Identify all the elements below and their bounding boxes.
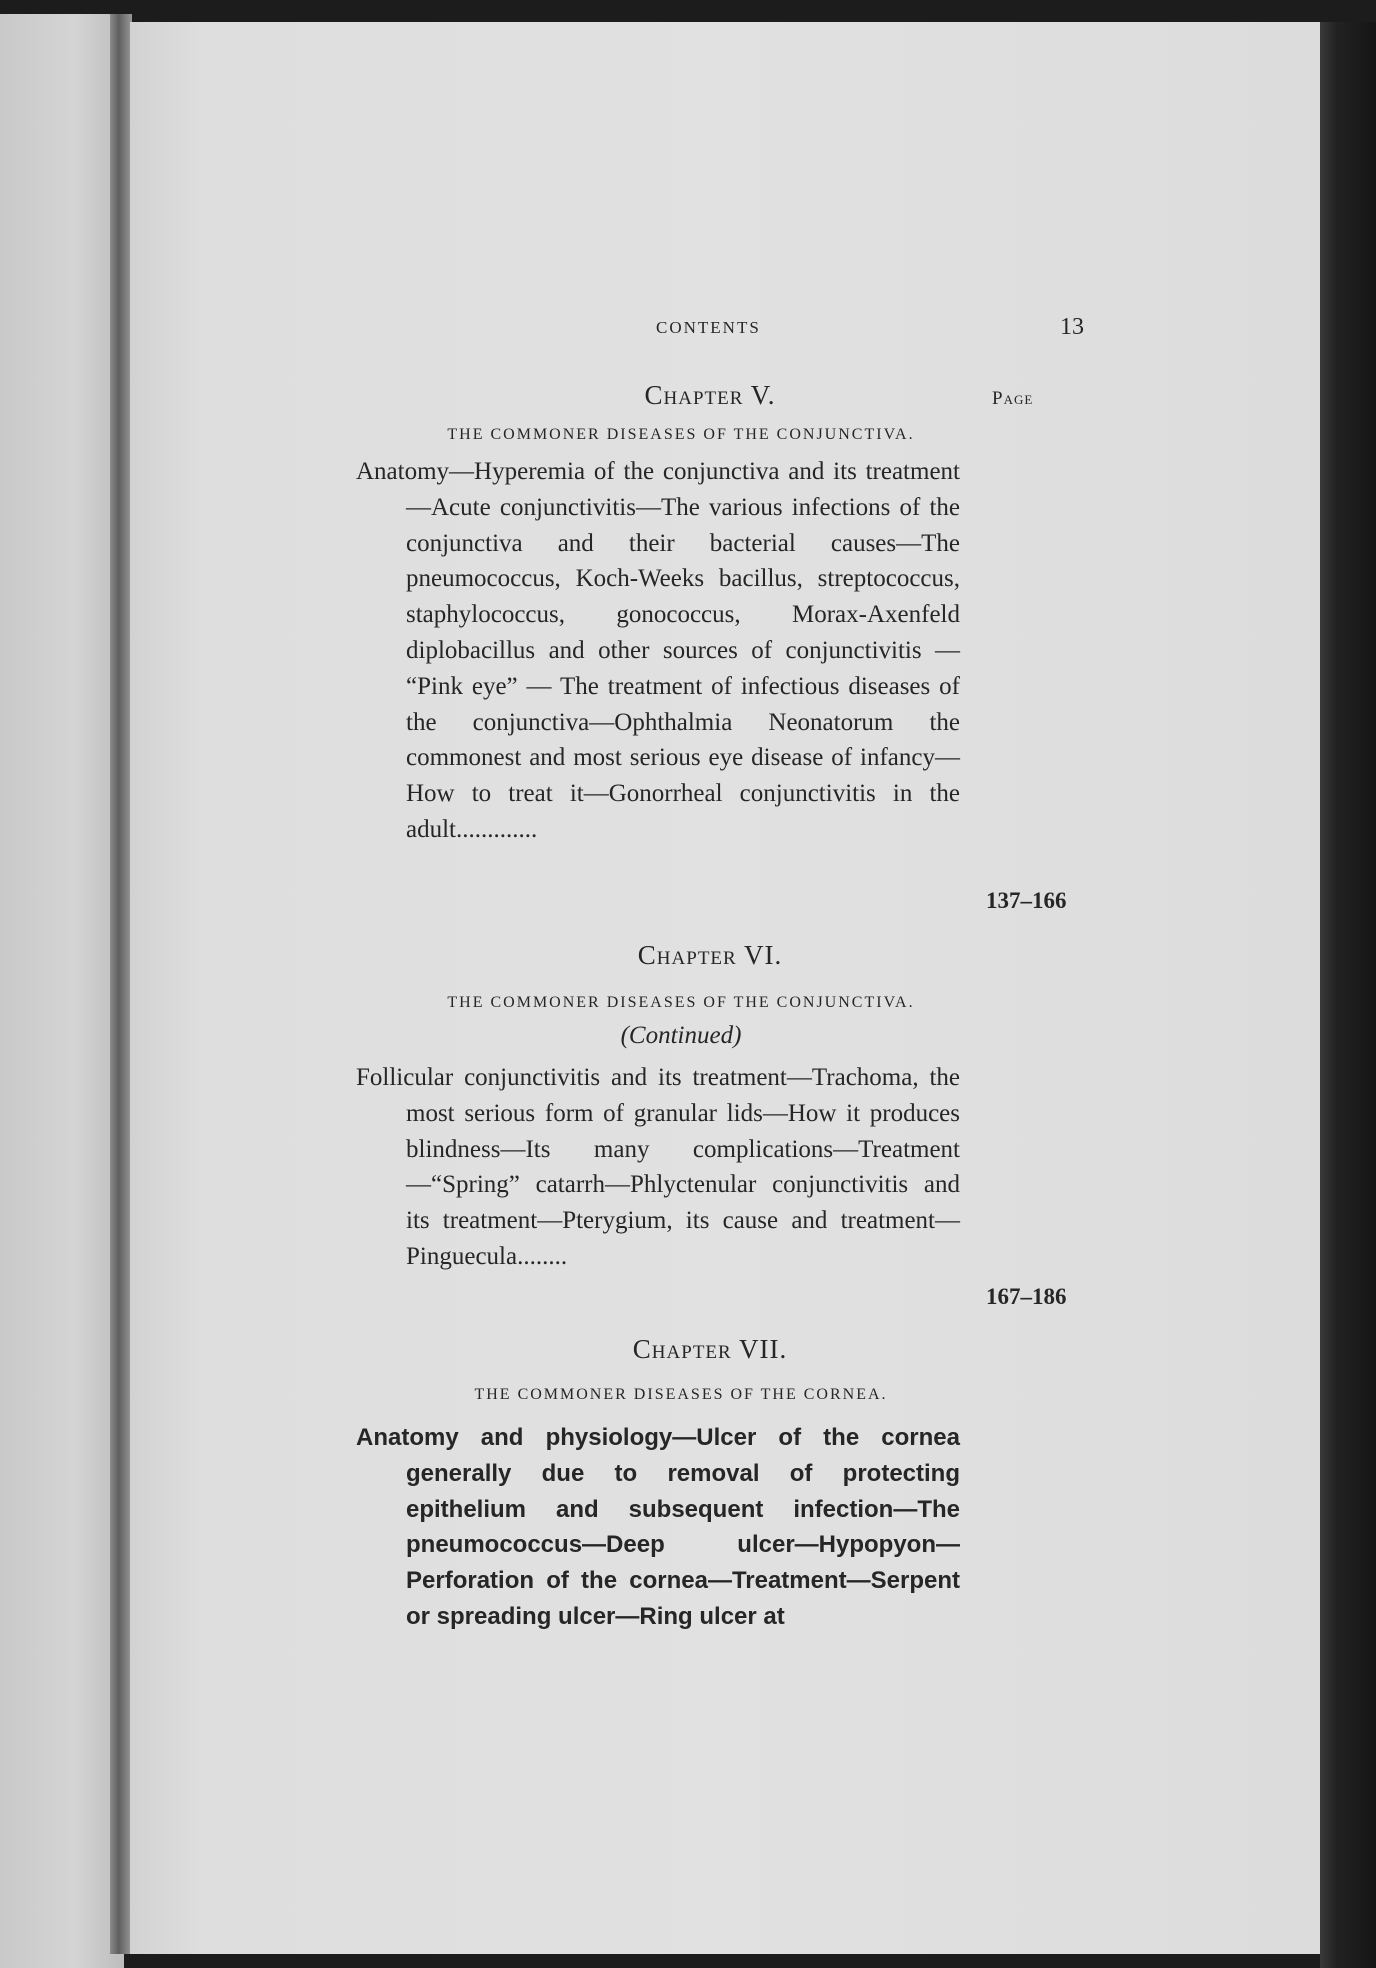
chapter-page-range: 137–166 — [986, 888, 1067, 913]
chapter-summary: Follicular conjunctivitis and its treatment—Trachoma, the most serious form of granular lids—How it produces blindness—Its many complications—Treatment—“Spring” catarrh—Phlyctenular conjunctivitis and its treatment—Pterygium, its cause and treatment—Pinguecula........ — [356, 1064, 960, 1270]
book-cover-edge — [1320, 22, 1376, 1968]
chapter-subtitle: THE COMMONER DISEASES OF THE CORNEA. — [474, 1386, 888, 1403]
contents-page — [130, 22, 1320, 1954]
page-column-label: Page — [992, 388, 1034, 409]
chapter-title: Chapter V. — [644, 380, 776, 410]
chapter-subtitle: THE COMMONER DISEASES OF THE CONJUNCTIVA. — [447, 426, 915, 443]
facing-page-edge — [0, 14, 124, 1968]
running-head: CONTENTS — [656, 318, 761, 337]
chapter-title: Chapter VI. — [637, 940, 783, 970]
chapter-summary: Anatomy—Hyperemia of the conjunctiva and its treatment—Acute conjunctivitis—The various infections of the conjunctiva and their bacterial causes—The pneumococcus, Koch-Weeks bacillus, streptococcus, staphylococcus, gonococcus, Morax-Axenfeld diplobacillus and other sources of conjunctivitis — “Pink eye” — The treatment of infectious diseases of the conjunctiva—Ophthalmia Neonatorum the commonest and most serious eye disease of infancy—How to treat it—Gonorrheal conjunctivitis in the adult............. — [356, 458, 960, 843]
chapter-subtitle: THE COMMONER DISEASES OF THE CONJUNCTIVA. — [447, 994, 915, 1011]
book-gutter — [110, 14, 132, 1954]
chapter-title: Chapter VII. — [632, 1334, 788, 1364]
chapter-page-range: 167–186 — [986, 1284, 1067, 1309]
continued-note: (Continued) — [620, 1022, 742, 1049]
page-number: 13 — [1060, 314, 1084, 340]
chapter-summary: Anatomy and physiology—Ulcer of the cornea generally due to removal of protecting epithelium and subsequent infection—The pneumococcus—Deep ulcer—Hypopyon—Perforation of the cornea—Treatment—Serpent or spreading ulcer—Ring ulcer at — [356, 1424, 960, 1630]
